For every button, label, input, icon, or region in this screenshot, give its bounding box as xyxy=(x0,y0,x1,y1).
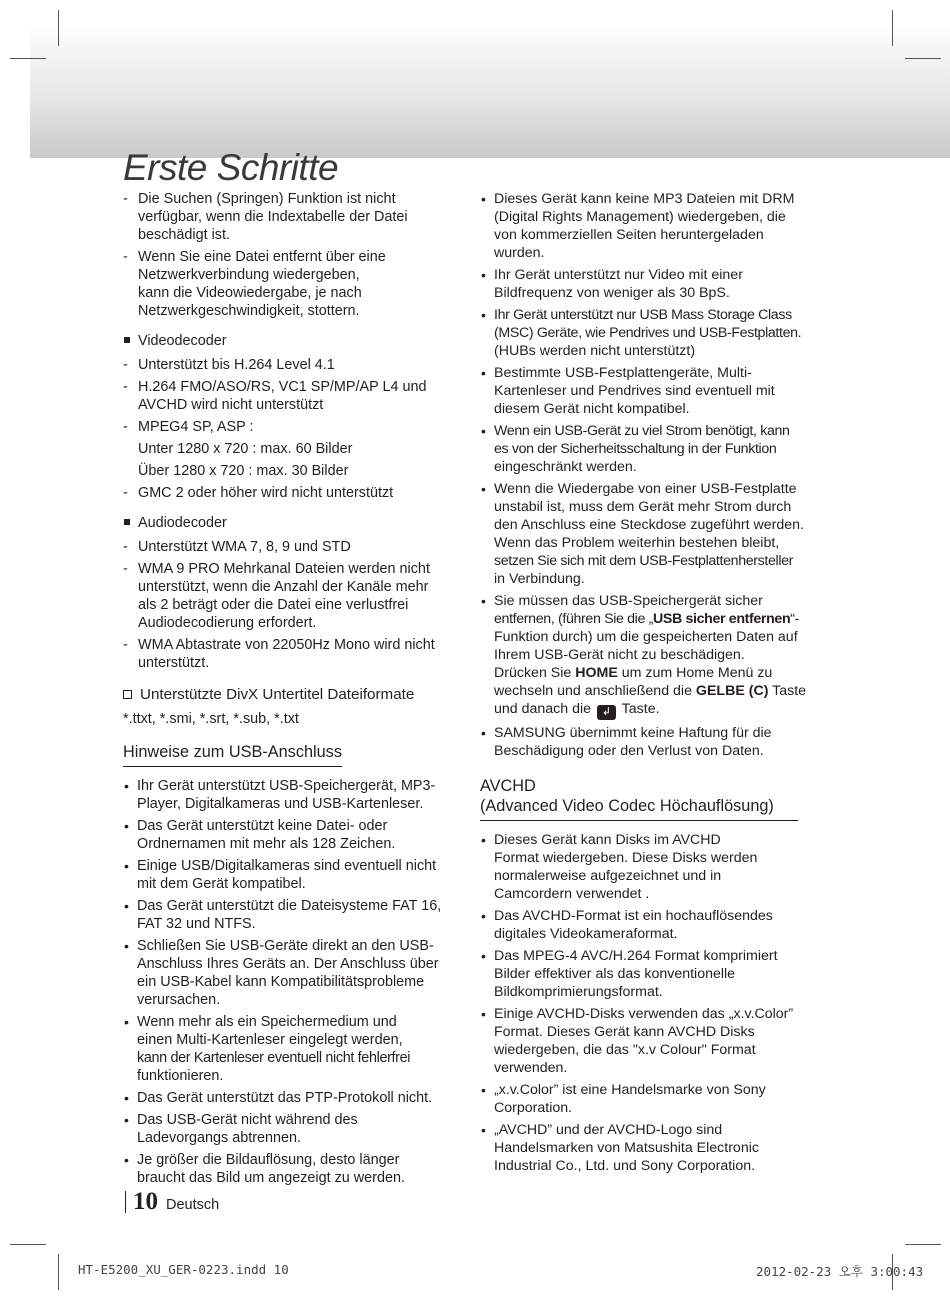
list-item-line: kann der Kartenleser eventuell nicht fehlerfrei xyxy=(137,1050,411,1066)
list-item-line: WMA Abtastrate von 22050Hz Mono wird nicht xyxy=(138,637,435,653)
list-item-line: Unterstützt bis H.264 Level 4.1 xyxy=(138,357,335,373)
list-item-line: Kartenleser und Pendrives sind eventuell mit xyxy=(494,383,775,399)
list-item xyxy=(480,1121,812,1175)
page-number: 10 xyxy=(133,1188,158,1215)
usb-notes-heading: Hinweise zum USB-Anschluss xyxy=(123,742,342,767)
page-language: Deutsch xyxy=(166,1197,220,1213)
return-key-icon: ↲ xyxy=(597,705,616,720)
footer-divider xyxy=(125,1191,126,1213)
list-item-line: Wenn ein USB-Gerät zu viel Strom benötigt, kann xyxy=(494,423,790,439)
print-slug-timestamp: 2012-02-23 오후 3:00:43 xyxy=(756,1264,924,1279)
list-item-line: Das Gerät unterstützt das PTP-Protokoll nicht. xyxy=(137,1090,433,1106)
list-item-line: Anschluss Ihres Geräts an. Der Anschluss über xyxy=(137,956,439,972)
list-item xyxy=(480,947,812,1001)
dash-marker: - xyxy=(123,419,128,435)
list-item-line: Camcordern verwendet . xyxy=(494,886,650,902)
bullet-marker: • xyxy=(124,1152,129,1168)
crop-mark xyxy=(905,1244,941,1245)
square-bullet-icon xyxy=(124,519,130,525)
crop-mark xyxy=(58,1254,59,1290)
video-limit-line: Unter 1280 x 720 : max. 60 Bilder xyxy=(138,441,353,457)
list-item-line: Bildkomprimierungsformat. xyxy=(494,984,663,1000)
list-item-line: Player, Digitalkameras und USB-Kartenleser. xyxy=(137,796,424,812)
dash-marker: - xyxy=(123,637,128,653)
dash-marker: - xyxy=(123,357,128,373)
list-item-line: „AVCHD” und der AVCHD-Logo sind xyxy=(494,1122,723,1138)
list-item-line: Die Suchen (Springen) Funktion ist nicht xyxy=(138,191,396,207)
video-limit-line: Über 1280 x 720 : max. 30 Bilder xyxy=(138,463,349,479)
dash-marker: - xyxy=(123,191,128,207)
list-item-line: (HUBs werden nicht unterstützt) xyxy=(494,343,696,359)
bullet-marker: • xyxy=(124,818,129,834)
right-column xyxy=(480,190,812,1179)
list-item-line: Unterstützt WMA 7, 8, 9 und STD xyxy=(138,539,351,555)
list-item-line: normalerweise aufgezeichnet und in xyxy=(494,868,722,884)
list-item-line: Das USB-Gerät nicht während des xyxy=(137,1112,358,1128)
dash-marker: - xyxy=(123,485,128,501)
list-item-line: unstabil ist, muss dem Gerät mehr Strom durch xyxy=(494,499,792,515)
list-item-line: einen Multi-Kartenleser eingelegt werden, xyxy=(137,1032,403,1048)
bullet-marker: • xyxy=(481,1082,486,1098)
list-item xyxy=(123,1013,453,1085)
list-item-line: Format wiedergeben. Diese Disks werden xyxy=(494,850,758,866)
list-item-line: eingeschränkt werden. xyxy=(494,459,637,475)
list-item-line: Ordnernamen mit mehr als 128 Zeichen. xyxy=(137,836,396,852)
bullet-marker: • xyxy=(481,267,486,283)
bullet-marker: • xyxy=(124,778,129,794)
list-item xyxy=(123,777,453,813)
list-item-line: digitales Videokameraformat. xyxy=(494,926,678,942)
list-item-line: WMA 9 PRO Mehrkanal Dateien werden nicht xyxy=(138,561,430,577)
list-item-line: es von der Sicherheitsschaltung in der Funktion xyxy=(494,441,777,457)
list-item-line: verursachen. xyxy=(137,992,221,1008)
list-item xyxy=(123,248,453,320)
list-item-line: (Digital Rights Management) wiedergeben, die xyxy=(494,209,786,225)
list-item xyxy=(480,831,812,903)
divx-formats: *.ttxt, *.smi, *.srt, *.sub, *.txt xyxy=(123,711,299,727)
bullet-marker: • xyxy=(481,423,486,439)
avchd-list xyxy=(480,831,812,1175)
list-item-line: Ladevorgangs abtrennen. xyxy=(137,1130,302,1146)
avchd-heading: AVCHD (Advanced Video Codec Höchauflösung) xyxy=(480,776,798,821)
list-item xyxy=(480,1005,812,1077)
list-item: • SAMSUNG übernimmt keine Haftung für die Beschädigung oder den Verlust von Daten. xyxy=(481,725,772,759)
list-item-line: setzen Sie sich mit dem USB-Festplattenhersteller xyxy=(494,553,794,569)
bullet-marker: • xyxy=(124,898,129,914)
divx-subtitle-heading: Unterstützte DivX Untertitel Dateiformate xyxy=(123,686,453,704)
bullet-marker: • xyxy=(124,1090,129,1106)
dash-marker: - xyxy=(123,379,128,395)
list-item-line: kann die Videowiedergabe, je nach xyxy=(138,285,362,301)
list-item xyxy=(480,1081,812,1117)
crop-mark xyxy=(892,10,893,46)
bullet-marker: • xyxy=(481,191,486,207)
list-item-line: Wenn Sie eine Datei entfernt über eine xyxy=(138,249,386,265)
bullet-marker: • xyxy=(481,1122,486,1138)
bullet-marker: • xyxy=(124,938,129,954)
list-item xyxy=(123,560,453,632)
list-item xyxy=(123,356,453,374)
list-item-line: „x.v.Color” ist eine Handelsmarke von Sony xyxy=(494,1082,766,1098)
crop-mark xyxy=(905,58,941,59)
list-item-line: wurden. xyxy=(494,245,545,261)
list-item xyxy=(123,857,453,893)
bullet-marker: • xyxy=(481,365,486,381)
list-item-line: Ihr Gerät unterstützt nur Video mit einer xyxy=(494,267,743,283)
crop-mark xyxy=(10,1244,46,1245)
checkbox-square-icon xyxy=(123,690,132,699)
video-decoder-heading: Videodecoder xyxy=(123,332,453,350)
usb-safe-remove-label: USB sicher entfernen xyxy=(652,611,791,627)
list-item-line: Das Gerät unterstützt keine Datei- oder xyxy=(137,818,388,834)
list-item-line: unterstützt, wenn die Anzahl der Kanäle mehr xyxy=(138,579,429,595)
list-item-line: Wenn das Problem weiterhin bestehen bleibt, xyxy=(494,535,780,551)
bullet-marker: • xyxy=(481,725,486,741)
list-item xyxy=(123,1111,453,1147)
bullet-marker: • xyxy=(124,1112,129,1128)
square-bullet-icon xyxy=(124,337,130,343)
list-item-line: den Anschluss eine Steckdose zugeführt werden. xyxy=(494,517,804,533)
list-item-line: H.264 FMO/ASO/RS, VC1 SP/MP/AP L4 und xyxy=(138,379,427,395)
list-item-line: wiedergeben, die das "x.v Colour" Format xyxy=(494,1042,756,1058)
yellow-c-key-label: GELBE (C) xyxy=(695,683,769,699)
list-item-line: Dieses Gerät kann keine MP3 Dateien mit DRM xyxy=(494,191,795,207)
bullet-marker: • xyxy=(481,908,486,924)
list-item xyxy=(123,937,453,1009)
bullet-marker: • xyxy=(481,593,486,609)
list-item xyxy=(480,190,812,262)
list-item-line: Dieses Gerät kann Disks im AVCHD xyxy=(494,832,721,848)
list-item-line: Netzwerkgeschwindigkeit, stottern. xyxy=(138,303,360,319)
list-item-line: Ihr Gerät unterstützt nur USB Mass Storage Class xyxy=(494,307,792,323)
list-item xyxy=(123,378,453,414)
header-band xyxy=(30,28,950,158)
list-item-line: von kommerziellen Seiten heruntergeladen xyxy=(494,227,764,243)
bullet-marker: • xyxy=(124,1014,129,1030)
list-item-line: Corporation. xyxy=(494,1100,573,1116)
list-item-line: Das MPEG-4 AVC/H.264 Format komprimiert xyxy=(494,948,778,964)
list-item-line: als 2 beträgt oder die Datei eine verlustfrei xyxy=(138,597,409,613)
list-item-line: braucht das Bild um angezeigt zu werden. xyxy=(137,1170,405,1186)
list-item-line: funktionieren. xyxy=(137,1068,224,1084)
list-item-line: Format. Dieses Gerät kann AVCHD Disks xyxy=(494,1024,755,1040)
list-item-line: mit dem Gerät kompatibel. xyxy=(137,876,306,892)
list-item-line: Wenn die Wiedergabe von einer USB-Festplatte xyxy=(494,481,797,497)
crop-mark xyxy=(58,10,59,46)
page-title: Erste Schritte xyxy=(123,146,339,188)
list-item-line: Industrial Co., Ltd. und Sony Corporation. xyxy=(494,1158,756,1174)
list-item-line: Bildfrequenz von weniger als 30 BpS. xyxy=(494,285,730,301)
list-item-line: Netzwerkverbindung wiedergeben, xyxy=(138,267,360,283)
list-item xyxy=(480,907,812,943)
list-item xyxy=(123,817,453,853)
list-item xyxy=(480,480,812,588)
list-item xyxy=(123,1089,453,1107)
list-item xyxy=(123,418,453,436)
list-item-line: unterstützt. xyxy=(138,655,210,671)
left-column xyxy=(123,190,453,1191)
audio-decoder-list xyxy=(123,538,453,672)
usb-notes-list-continued xyxy=(480,190,812,588)
list-item-line: verfügbar, wenn die Indextabelle der Datei xyxy=(138,209,408,225)
video-gmc-item: - GMC 2 oder höher wird nicht unterstützt xyxy=(123,485,394,501)
list-item-line: in Verbindung. xyxy=(494,571,585,587)
intro-list xyxy=(123,190,453,320)
list-item-line: MPEG4 SP, ASP : xyxy=(138,419,254,435)
list-item-line: (MSC) Geräte, wie Pendrives und USB-Festplatten. xyxy=(494,325,802,341)
video-decoder-list xyxy=(123,356,453,436)
list-item-line: Wenn mehr als ein Speichermedium und xyxy=(137,1014,397,1030)
bullet-marker: • xyxy=(481,832,486,848)
bullet-marker: • xyxy=(481,1006,486,1022)
bullet-marker: • xyxy=(481,948,486,964)
list-item-line: Schließen Sie USB-Geräte direkt an den USB- xyxy=(137,938,434,954)
list-item xyxy=(123,1151,453,1187)
list-item-line: verwenden. xyxy=(494,1060,568,1076)
list-item-line: Ihr Gerät unterstützt USB-Speichergerät, MP3- xyxy=(137,778,436,794)
list-item-line: Handelsmarken von Matsushita Electronic xyxy=(494,1140,759,1156)
audio-decoder-heading: Audiodecoder xyxy=(123,514,453,532)
list-item-line: diesem Gerät nicht kompatibel. xyxy=(494,401,690,417)
list-item xyxy=(480,306,812,360)
bullet-marker: • xyxy=(481,307,486,323)
crop-mark xyxy=(10,58,46,59)
bullet-marker: • xyxy=(124,858,129,874)
list-item-line: Das Gerät unterstützt die Dateisysteme FAT 16, xyxy=(137,898,442,914)
list-item-line: FAT 32 und NTFS. xyxy=(137,916,256,932)
print-slug-filename: HT-E5200_XU_GER-0223.indd 10 xyxy=(78,1262,289,1277)
list-item: • Sie müssen das USB-Speichergerät sicher entfernen, (führen Sie die „USB sicher entfernen“- Funktion durch) um die gespeicherten Daten auf Ihrem USB-Gerät nicht zu beschädigen. Drücken Sie HOME um zum Home Menü zu wechseln und anschließend die GELBE (C) Taste und danach die ↲ Taste. xyxy=(481,593,807,718)
list-item xyxy=(123,897,453,933)
list-item-line: Bestimmte USB-Festplattengeräte, Multi- xyxy=(494,365,752,381)
list-item xyxy=(123,636,453,672)
list-item xyxy=(480,266,812,302)
list-item-line: Bilder effektiver als das konventionelle xyxy=(494,966,736,982)
dash-marker: - xyxy=(123,539,128,555)
list-item-line: beschädigt ist. xyxy=(138,227,230,243)
list-item-line: Einige AVCHD-Disks verwenden das „x.v.Color” xyxy=(494,1006,794,1022)
usb-notes-list xyxy=(123,777,453,1187)
list-item xyxy=(480,364,812,418)
dash-marker: - xyxy=(123,249,128,265)
page-footer xyxy=(125,1188,219,1216)
list-item-line: Das AVCHD-Format ist ein hochauflösendes xyxy=(494,908,773,924)
list-item-line: ein USB-Kabel kann Kompatibilitätsprobleme xyxy=(137,974,425,990)
list-item xyxy=(123,538,453,556)
list-item xyxy=(123,190,453,244)
dash-marker: - xyxy=(123,561,128,577)
list-item-line: AVCHD wird nicht unterstützt xyxy=(138,397,324,413)
list-item-line: Audiodecodierung erfordert. xyxy=(138,615,317,631)
list-item-line: Einige USB/Digitalkameras sind eventuell nicht xyxy=(137,858,437,874)
home-key-label: HOME xyxy=(575,665,618,681)
bullet-marker: • xyxy=(481,481,486,497)
list-item xyxy=(480,422,812,476)
list-item-line: Je größer die Bildauflösung, desto länger xyxy=(137,1152,400,1168)
